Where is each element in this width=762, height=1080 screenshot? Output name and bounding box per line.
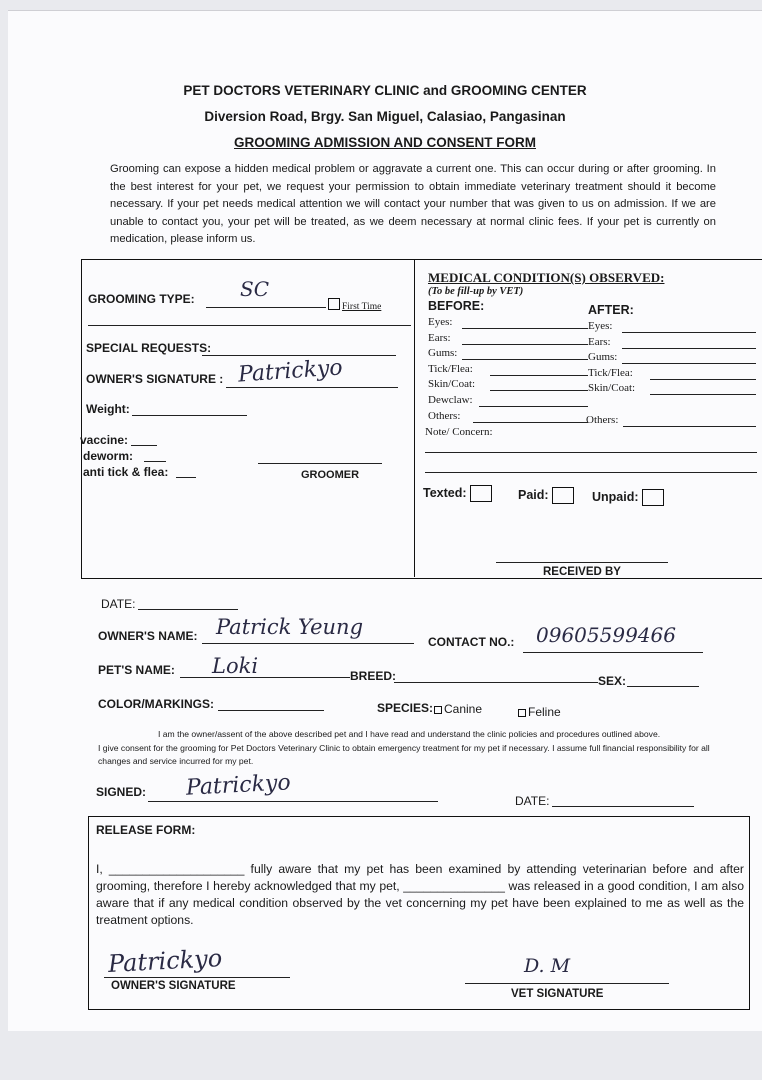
before-item-label: Dewclaw: xyxy=(428,394,473,406)
groomer-label: GROOMER xyxy=(301,469,360,481)
special-requests-label: SPECIAL REQUESTS: xyxy=(86,341,212,355)
note-line-2 xyxy=(425,472,757,473)
form-page xyxy=(8,10,762,1031)
before-item-line[interactable] xyxy=(473,422,588,423)
date-label: DATE: xyxy=(101,597,136,611)
groomer-line xyxy=(258,463,382,464)
medical-subtitle: (To be fill-up by VET) xyxy=(428,286,524,297)
unpaid-checkbox[interactable] xyxy=(642,489,664,506)
owner-signature-label: OWNER'S SIGNATURE : xyxy=(86,372,224,386)
before-item-line[interactable] xyxy=(490,375,588,376)
release-text: I, ____________________ fully aware that my pet has been examined by attending veterinarian before and after grooming, therefore I hereby acknowledged that my pet, _______________ was released in a good condition, I am also aware that if any medical condition observed by the vet concerning my pet have been explained to me as well as the treatment options. xyxy=(96,862,744,927)
species-feline[interactable] xyxy=(518,705,561,719)
paid-checkbox[interactable] xyxy=(552,487,574,504)
feline-label: Feline xyxy=(528,705,561,719)
after-item-line[interactable] xyxy=(622,332,756,333)
unpaid-label: Unpaid: xyxy=(592,489,639,504)
canine-checkbox[interactable] xyxy=(434,706,442,714)
before-item-line[interactable] xyxy=(462,359,588,360)
weight-label: Weight: xyxy=(86,402,130,416)
deworm-line xyxy=(144,461,166,462)
grooming-type-value: SC xyxy=(240,277,270,301)
paid-field[interactable] xyxy=(518,487,574,504)
before-item-line[interactable] xyxy=(490,390,588,391)
consent-line-1: I am the owner/assent of the above described pet and I have read and understand the clinic policies and procedures outlined above. xyxy=(158,729,661,739)
after-label: AFTER: xyxy=(588,303,634,317)
pet-name-value[interactable]: Loki xyxy=(212,654,259,678)
species-canine[interactable] xyxy=(434,702,482,716)
antitick-line xyxy=(176,477,196,478)
consent-line-2: I give consent for the grooming for Pet Doctors Veterinary Clinic to obtain emergency treatment for my pet if necessary. I assume full financial responsibility for all changes and service incurred for my pet. xyxy=(98,743,710,766)
before-item-label: Others: xyxy=(428,409,461,422)
release-owner-sig-label: OWNER'S SIGNATURE xyxy=(111,980,236,992)
canine-label: Canine xyxy=(444,702,483,716)
color-markings-line[interactable] xyxy=(218,710,324,711)
contact-line xyxy=(523,652,703,653)
contact-label: CONTACT NO.: xyxy=(428,635,515,649)
first-time-label: First Time xyxy=(342,302,382,312)
note-label: Note/ Concern: xyxy=(425,426,493,438)
before-item-label: Gums: xyxy=(428,347,458,360)
consent-date-line[interactable] xyxy=(552,806,694,807)
first-time-box[interactable] xyxy=(328,298,340,310)
after-item-line[interactable] xyxy=(650,394,756,395)
signed-label: SIGNED: xyxy=(96,785,147,799)
breed-label: BREED: xyxy=(350,669,397,683)
intro-paragraph: Grooming can expose a hidden medical problem or aggravate a current one. This can occur during or after grooming. In the best interest for your pet, we request your permission to obtain immediate veterinary treatment should it become necessary. If your pet needs medical attention we will contact your number that was given to us on admission. If we are unable to contact you, your pet will be treated, as we deem necessary at normal clinic fees. If your pet is currently on medication, please inform us. xyxy=(110,163,716,245)
grooming-line-2 xyxy=(88,325,411,326)
owner-signature-value: Patrickyo xyxy=(237,355,344,388)
weight-line xyxy=(132,415,247,416)
grooming-type-label: GROOMING TYPE: xyxy=(88,292,195,306)
color-markings-label: COLOR/MARKINGS: xyxy=(98,697,214,711)
grooming-type-line xyxy=(206,307,326,308)
after-item-label: Skin/Coat: xyxy=(588,382,636,395)
before-label: BEFORE: xyxy=(428,299,485,313)
special-requests-line xyxy=(202,355,396,356)
antitick-label: anti tick & flea: xyxy=(83,465,169,479)
before-item-label: Tick/Flea: xyxy=(428,362,473,375)
consent-date-label: DATE: xyxy=(515,794,550,808)
vet-signature-label: VET SIGNATURE xyxy=(511,988,604,1000)
clinic-address: Diversion Road, Brgy. San Miguel, Calasiao, Pangasinan xyxy=(204,109,566,124)
sex-line[interactable] xyxy=(627,686,699,687)
after-others-label: Others: xyxy=(586,414,619,426)
owner-name-label: OWNER'S NAME: xyxy=(98,629,198,643)
date-line[interactable] xyxy=(138,609,238,610)
species-label: SPECIES: xyxy=(377,701,434,715)
paid-label: Paid: xyxy=(518,487,549,502)
after-item-label: Tick/Flea: xyxy=(588,366,633,379)
box-divider xyxy=(414,259,415,577)
after-others-line xyxy=(623,426,756,427)
after-item-line[interactable] xyxy=(622,363,756,364)
before-item-label: Ears: xyxy=(428,331,451,344)
before-item-label: Eyes: xyxy=(428,316,453,328)
after-item-label: Gums: xyxy=(588,351,618,364)
before-item-line[interactable] xyxy=(479,406,588,407)
vet-sig-line xyxy=(465,983,669,984)
vaccine-line xyxy=(131,445,157,446)
feline-checkbox[interactable] xyxy=(518,709,526,717)
before-item-line[interactable] xyxy=(462,344,588,345)
after-item-label: Eyes: xyxy=(588,320,613,332)
admission-box xyxy=(81,259,762,579)
sex-label: SEX: xyxy=(598,674,627,688)
pet-name-label: PET'S NAME: xyxy=(98,663,175,677)
release-owner-sig-line xyxy=(104,977,290,978)
after-item-line[interactable] xyxy=(650,379,756,380)
texted-checkbox[interactable] xyxy=(470,485,492,502)
release-title: RELEASE FORM: xyxy=(96,823,196,837)
unpaid-field[interactable] xyxy=(592,489,664,506)
pet-name-line xyxy=(180,677,350,678)
deworm-label: deworm: xyxy=(83,449,134,463)
after-item-label: Ears: xyxy=(588,335,611,348)
contact-value[interactable]: 09605599466 xyxy=(536,623,676,647)
before-item-label: Skin/Coat: xyxy=(428,378,476,391)
received-by-label: RECEIVED BY xyxy=(543,566,621,578)
release-owner-signature[interactable]: Patrickyo xyxy=(107,944,223,978)
owner-name-value[interactable]: Patrick Yeung xyxy=(216,615,364,639)
vaccine-label: vaccine: xyxy=(80,433,129,447)
before-item-line[interactable] xyxy=(462,328,588,329)
form-title: GROOMING ADMISSION AND CONSENT FORM xyxy=(234,135,536,150)
texted-label: Texted: xyxy=(423,485,467,500)
texted-field[interactable] xyxy=(423,485,492,502)
note-line-1 xyxy=(425,452,757,453)
breed-line[interactable] xyxy=(394,682,598,683)
received-by-line xyxy=(496,562,668,563)
signed-value[interactable]: Patrickyo xyxy=(185,770,292,801)
owner-name-line xyxy=(202,643,414,644)
clinic-name: PET DOCTORS VETERINARY CLINIC and GROOMING CENTER xyxy=(183,83,587,98)
first-time-checkbox[interactable] xyxy=(328,298,381,312)
owner-signature-line xyxy=(226,387,398,388)
after-item-line[interactable] xyxy=(622,348,756,349)
vet-signature-value[interactable]: D. M xyxy=(524,955,571,977)
medical-title: MEDICAL CONDITION(S) OBSERVED: xyxy=(428,270,665,285)
signed-line xyxy=(148,801,438,802)
